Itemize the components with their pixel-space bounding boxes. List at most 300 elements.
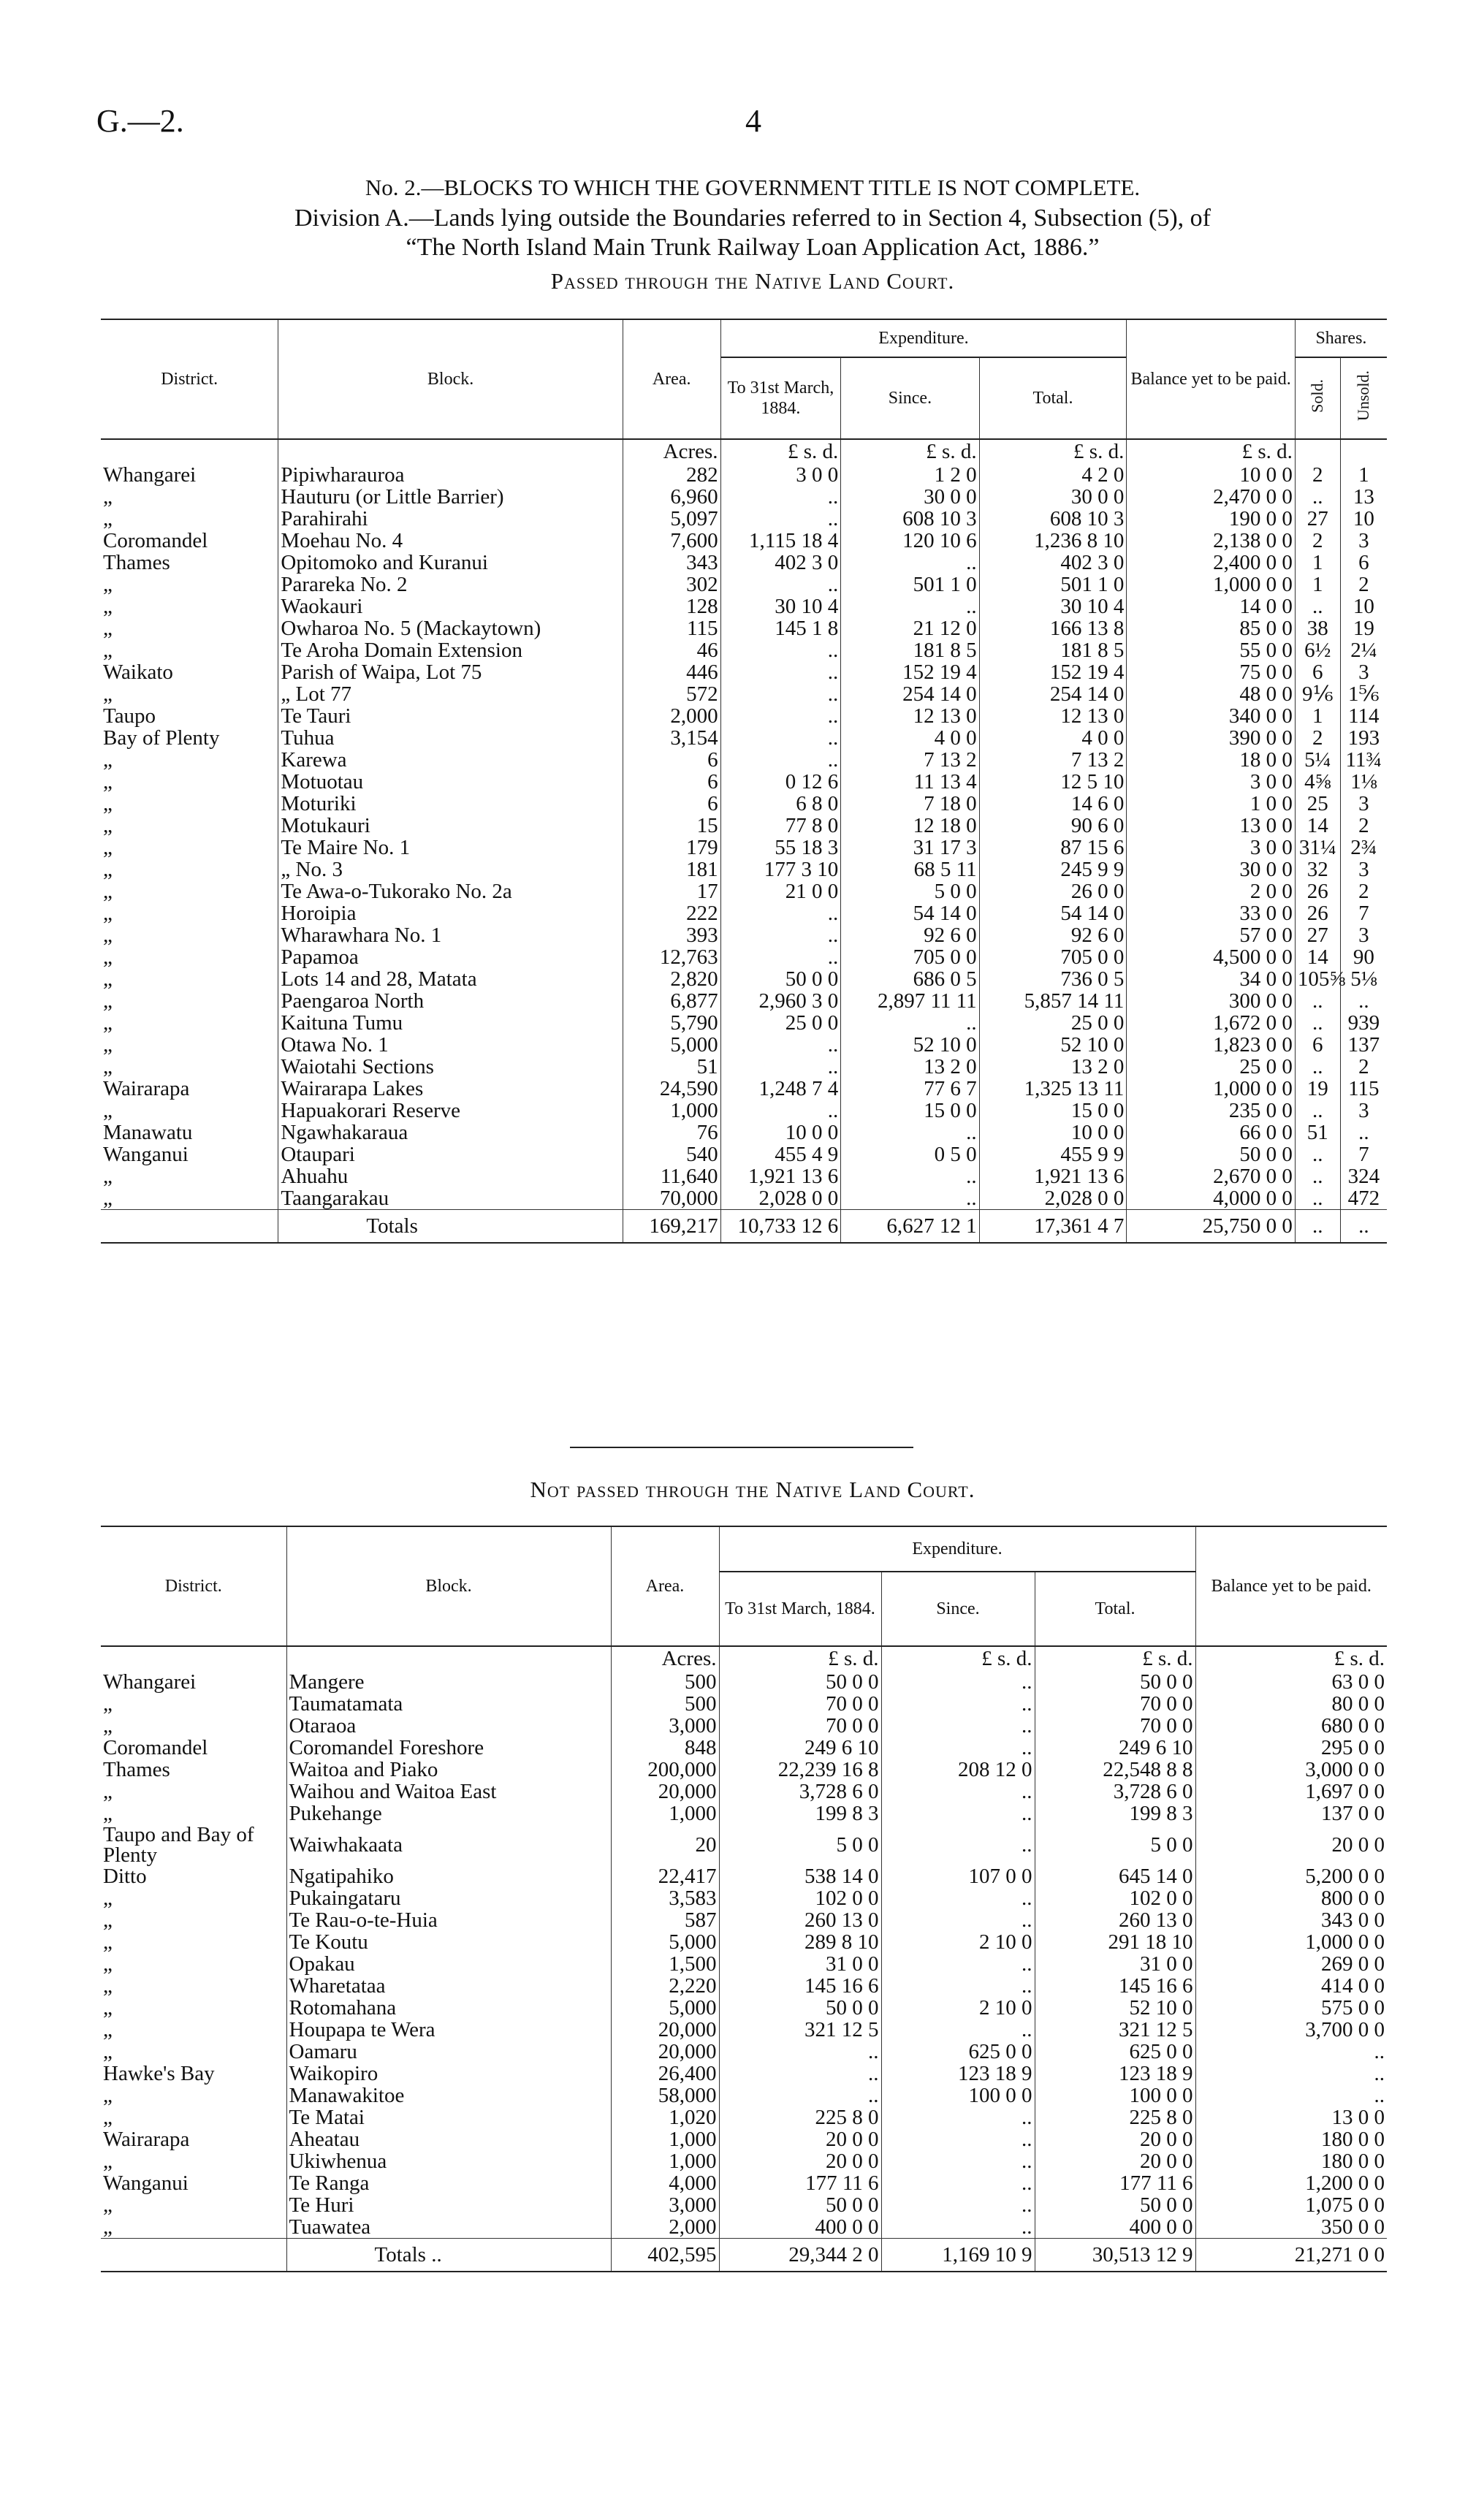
area-cell: 128 [623,595,720,617]
unsold-cell: 3 [1340,1100,1387,1122]
district-cell: „ [103,1887,113,1910]
total-cell: 249 6 10 [1035,1737,1195,1759]
table-row [101,793,1387,815]
area-cell: 26,400 [611,2063,719,2085]
since-cell: .. [841,1165,979,1187]
since-cell: 31 17 3 [841,837,979,859]
block-cell: Waiotahi Sections [278,1056,623,1078]
block-cell: Pukaingataru [286,1887,611,1909]
district-cell: „ [103,770,113,793]
area-cell: 1,000 [611,2150,719,2172]
sold-cell: 2 [1295,464,1340,486]
since-cell: .. [881,1693,1035,1715]
to-31-march-cell: 400 0 0 [719,2216,881,2239]
district-cell: „ [103,507,113,530]
col-total: Total. [979,357,1127,439]
units-spacer [1340,439,1387,464]
units-lsd: £ s. d. [881,1646,1035,1671]
to-31-march-cell: 20 0 0 [719,2128,881,2150]
area-cell: 20,000 [611,2019,719,2041]
sold-cell: 19 [1295,1078,1340,1100]
sold-cell: 26 [1295,902,1340,924]
since-cell: .. [881,2106,1035,2128]
district-cell: „ [103,1033,113,1057]
to-31-march-cell: 5 0 0 [719,1824,881,1865]
balance-cell: 25 0 0 [1127,1056,1296,1078]
sold-cell: .. [1295,486,1340,508]
total-cell: 455 9 9 [979,1143,1127,1165]
total-cell: 123 18 9 [1035,2063,1195,2085]
sold-cell: .. [1295,1100,1340,1122]
balance-cell: 18 0 0 [1127,749,1296,771]
to-31-march-cell: 177 3 10 [720,859,841,880]
total-total: 30,513 12 9 [1035,2239,1195,2272]
to-31-march-cell: .. [720,924,841,946]
unsold-cell: 324 [1340,1165,1387,1187]
units-lsd: £ s. d. [1195,1646,1387,1671]
total-cell: 25 0 0 [979,1012,1127,1034]
table-row [101,683,1387,705]
to-31-march-cell: .. [720,705,841,727]
sold-cell: 5¼ [1295,749,1340,771]
col-balance: Balance yet to be paid. [1195,1526,1387,1646]
table-row [101,1187,1387,1210]
total-cell: 52 10 0 [1035,1997,1195,2019]
to-31-march-cell: .. [719,2041,881,2063]
balance-cell: 75 0 0 [1127,661,1296,683]
block-cell: Te Tauri [278,705,623,727]
since-cell: 625 0 0 [881,2041,1035,2063]
block-cell: Taangarakau [278,1187,623,1210]
table-row [101,924,1387,946]
block-cell: Ngatipahiko [286,1865,611,1887]
block-cell: Parareka No. 2 [278,574,623,595]
area-cell: 282 [623,464,720,486]
total-cell: 199 8 3 [1035,1803,1195,1824]
total-unsold: .. [1340,1210,1387,1244]
district-cell: „ [103,967,113,991]
district-cell: „ [103,573,113,596]
unsold-cell: 11¾ [1340,749,1387,771]
col-district: District. [161,370,218,389]
since-cell: 7 13 2 [841,749,979,771]
block-cell: Waikopiro [286,2063,611,2085]
block-cell: Te Aroha Domain Extension [278,639,623,661]
unsold-cell: 137 [1340,1034,1387,1056]
to-31-march-cell: 3,728 6 0 [719,1781,881,1803]
unsold-cell: 19 [1340,617,1387,639]
total-cell: 70 0 0 [1035,1715,1195,1737]
table-row [101,1056,1387,1078]
unsold-cell: .. [1340,1122,1387,1143]
to-31-march-cell: .. [720,508,841,530]
since-cell: 21 12 0 [841,617,979,639]
balance-cell: 414 0 0 [1195,1975,1387,1997]
balance-cell: 2,400 0 0 [1127,552,1296,574]
district-cell: „ [103,1930,113,1954]
since-cell: 686 0 5 [841,968,979,990]
area-cell: 15 [623,815,720,837]
total-cell: 2,028 0 0 [979,1187,1127,1210]
units-lsd: £ s. d. [1035,1646,1195,1671]
area-cell: 446 [623,661,720,683]
balance-cell: 10 0 0 [1127,464,1296,486]
total-cell: 13 2 0 [979,1056,1127,1078]
table-row [101,749,1387,771]
to-31-march-cell: 70 0 0 [719,1693,881,1715]
table-row [101,464,1387,486]
district-cell: Wanganui [103,1143,189,1166]
sold-cell: 1 [1295,574,1340,595]
unsold-cell: 5⅛ [1340,968,1387,990]
since-cell: .. [841,595,979,617]
balance-cell: 14 0 0 [1127,595,1296,617]
to-31-march-cell: 2,028 0 0 [720,1187,841,1210]
block-cell: Pukehange [286,1803,611,1824]
area-cell: 76 [623,1122,720,1143]
total-cell: 225 8 0 [1035,2106,1195,2128]
block-cell: Wharawhara No. 1 [278,924,623,946]
total-sold: .. [1295,1210,1340,1244]
table-row [101,574,1387,595]
table-row [101,1012,1387,1034]
to-31-march-cell: 102 0 0 [719,1887,881,1909]
balance-cell: 2,138 0 0 [1127,530,1296,552]
totals-label: Totals .. [286,2239,611,2272]
col-total: Total. [1035,1572,1195,1646]
unsold-cell: 3 [1340,924,1387,946]
total-cell: 400 0 0 [1035,2216,1195,2239]
table-row [101,1693,1387,1715]
since-cell: 181 8 5 [841,639,979,661]
unsold-cell: 472 [1340,1187,1387,1210]
table-row [101,2041,1387,2063]
since-cell: 4 0 0 [841,727,979,749]
area-cell: 5,000 [611,1997,719,2019]
to-31-march-cell: .. [720,1034,841,1056]
block-cell: Houpapa te Wera [286,2019,611,2041]
district-cell: „ [103,1099,113,1122]
sold-cell: 6½ [1295,639,1340,661]
district-cell: „ [103,1780,113,1803]
document-reference: G.—2. [96,103,184,139]
since-cell: .. [881,2019,1035,2041]
division-title: Division A.—Lands lying outside the Boundaries referred to in Section 4, Subsection (5), of [294,205,1211,232]
district-cell: Thames [103,551,170,574]
to-31-march-cell: 55 18 3 [720,837,841,859]
area-cell: 3,000 [611,1715,719,1737]
district-cell: Taupo [103,704,156,728]
sold-cell: 1 [1295,705,1340,727]
sold-cell: 4⅝ [1295,771,1340,793]
district-cell: Wanganui [103,2171,189,2195]
to-31-march-cell: 50 0 0 [719,1997,881,2019]
table-row [101,1671,1387,1693]
to-31-march-cell: 260 13 0 [719,1909,881,1931]
balance-cell: 1,200 0 0 [1195,2172,1387,2194]
to-31-march-cell: 455 4 9 [720,1143,841,1165]
since-cell: 254 14 0 [841,683,979,705]
balance-cell: 1,672 0 0 [1127,1012,1296,1034]
since-cell: 107 0 0 [881,1865,1035,1887]
block-cell: Parahirahi [278,508,623,530]
to-31-march-cell: 249 6 10 [719,1737,881,1759]
to-31-march-cell: .. [719,2063,881,2085]
district-cell: Whangarei [103,1670,197,1694]
district-cell: „ [103,1187,113,1210]
block-cell: Moehau No. 4 [278,530,623,552]
since-cell: 2 10 0 [881,1997,1035,2019]
block-cell: Lots 14 and 28, Matata [278,968,623,990]
unsold-cell: 193 [1340,727,1387,749]
table-row [101,2106,1387,2128]
district-cell: „ [103,1692,113,1716]
unsold-cell: 10 [1340,508,1387,530]
balance-cell: 48 0 0 [1127,683,1296,705]
total-cell: 12 5 10 [979,771,1127,793]
total-cell: 3,728 6 0 [1035,1781,1195,1803]
total-cell: 177 11 6 [1035,2172,1195,2194]
to-31-march-cell: 50 0 0 [720,968,841,990]
area-cell: 46 [623,639,720,661]
total-cell: 166 13 8 [979,617,1127,639]
unsold-cell: 3 [1340,661,1387,683]
since-cell: 54 14 0 [841,902,979,924]
sold-cell: 31¼ [1295,837,1340,859]
since-cell: .. [881,1781,1035,1803]
total-balance: 21,271 0 0 [1195,2239,1387,2272]
to-31-march-cell: .. [720,1100,841,1122]
area-cell: 2,820 [623,968,720,990]
district-cell: Hawke's Bay [103,2062,215,2085]
area-cell: 5,000 [611,1931,719,1953]
area-cell: 500 [611,1693,719,1715]
block-cell: Taumatamata [286,1693,611,1715]
since-cell: 92 6 0 [841,924,979,946]
area-cell: 5,097 [623,508,720,530]
sold-cell: 27 [1295,924,1340,946]
district-cell: „ [103,682,113,706]
unsold-cell: 3 [1340,859,1387,880]
passed-blocks-body [101,464,1387,1243]
col-district: District. [164,1577,222,1596]
balance-cell: 350 0 0 [1195,2216,1387,2239]
since-cell: 12 18 0 [841,815,979,837]
district-cell: Bay of Plenty [103,726,220,750]
balance-cell: 1,000 0 0 [1127,1078,1296,1100]
table-row [101,1824,1387,1865]
units-lsd: £ s. d. [719,1646,881,1671]
district-cell: „ [103,792,113,815]
table-row [101,530,1387,552]
balance-cell: 3,700 0 0 [1195,2019,1387,2041]
district-cell: „ [103,880,113,903]
to-31-march-cell: .. [719,2085,881,2106]
district-cell: Taupo and Bay of Plenty [103,1823,254,1867]
table-row [101,859,1387,880]
district-cell: „ [103,924,113,947]
area-cell: 302 [623,574,720,595]
total-cell: 736 0 5 [979,968,1127,990]
district-cell: Ditto [103,1865,147,1888]
block-cell: Owharoa No. 5 (Mackaytown) [278,617,623,639]
total-cell: 152 19 4 [979,661,1127,683]
since-cell: 1 2 0 [841,464,979,486]
since-cell: 13 2 0 [841,1056,979,1078]
area-cell: 6,960 [623,486,720,508]
balance-cell: 1,000 0 0 [1195,1931,1387,1953]
table-row [101,1100,1387,1122]
not-passed-blocks-table [101,1526,1387,2272]
to-31-march-cell: 77 8 0 [720,815,841,837]
area-cell: 20,000 [611,1781,719,1803]
area-cell: 2,000 [611,2216,719,2239]
total-cell: 402 3 0 [979,552,1127,574]
table-row [101,1803,1387,1824]
to-31-march-cell: 70 0 0 [719,1715,881,1737]
table-row [101,815,1387,837]
total-cell: 15 0 0 [979,1100,1127,1122]
block-cell: Papamoa [278,946,623,968]
since-cell: .. [881,1953,1035,1975]
block-cell: Tuawatea [286,2216,611,2239]
area-cell: 2,220 [611,1975,719,1997]
unsold-cell: 2 [1340,815,1387,837]
district-cell: Wairarapa [103,1077,190,1100]
district-cell: „ [103,858,113,881]
balance-cell: 2,670 0 0 [1127,1165,1296,1187]
balance-cell: 295 0 0 [1195,1737,1387,1759]
district-cell: Waikato [103,661,173,684]
total-to-31-march: 29,344 2 0 [719,2239,881,2272]
since-cell: 12 13 0 [841,705,979,727]
since-cell: 2 10 0 [881,1931,1035,1953]
table-row [101,2128,1387,2150]
district-cell: „ [103,945,113,969]
total-cell: 102 0 0 [1035,1887,1195,1909]
to-31-march-cell: 177 11 6 [719,2172,881,2194]
block-cell: Te Awa-o-Tukorako No. 2a [278,880,623,902]
district-cell: Manawatu [103,1121,193,1144]
since-cell: .. [881,1909,1035,1931]
area-cell: 5,000 [623,1034,720,1056]
table-row [101,837,1387,859]
since-cell: 608 10 3 [841,508,979,530]
area-cell: 393 [623,924,720,946]
district-cell: Coromandel [103,529,208,552]
unsold-cell: 7 [1340,1143,1387,1165]
units-spacer [101,1646,286,1671]
col-balance: Balance yet to be paid. [1127,319,1296,439]
total-cell: 20 0 0 [1035,2128,1195,2150]
since-cell: 100 0 0 [881,2085,1035,2106]
sold-cell: 27 [1295,508,1340,530]
block-cell: Otaraoa [286,1715,611,1737]
sold-cell: 2 [1295,530,1340,552]
table-row [101,508,1387,530]
table-row [101,2172,1387,2194]
to-31-march-cell: .. [720,1056,841,1078]
to-31-march-cell: 30 10 4 [720,595,841,617]
balance-cell: 3 0 0 [1127,837,1296,859]
table-row [101,2085,1387,2106]
total-cell: 87 15 6 [979,837,1127,859]
since-cell: .. [881,1715,1035,1737]
block-cell: Hapuakorari Reserve [278,1100,623,1122]
area-cell: 115 [623,617,720,639]
col-sold [1295,357,1340,439]
to-31-march-cell: 2,960 3 0 [720,990,841,1012]
to-31-march-cell: .. [720,661,841,683]
table-row [101,1997,1387,2019]
col-since: Since. [841,357,979,439]
block-cell: Coromandel Foreshore [286,1737,611,1759]
to-31-march-cell: 3 0 0 [720,464,841,486]
total-cell: 145 16 6 [1035,1975,1195,1997]
to-31-march-cell: 538 14 0 [719,1865,881,1887]
col-since: Since. [881,1572,1035,1646]
area-cell: 6 [623,793,720,815]
since-cell: 705 0 0 [841,946,979,968]
to-31-march-cell: 10 0 0 [720,1122,841,1143]
totals-label: Totals [278,1210,623,1244]
area-cell: 2,000 [623,705,720,727]
table-row [101,1909,1387,1931]
total-cell: 260 13 0 [1035,1909,1195,1931]
to-31-march-cell: 31 0 0 [719,1953,881,1975]
block-cell: Parish of Waipa, Lot 75 [278,661,623,683]
table-row [101,486,1387,508]
units-lsd: £ s. d. [979,439,1127,464]
balance-cell: 3,000 0 0 [1195,1759,1387,1781]
balance-cell: 33 0 0 [1127,902,1296,924]
balance-cell: 800 0 0 [1195,1887,1387,1909]
area-cell: 6 [623,771,720,793]
table-row [101,771,1387,793]
district-cell: Wairarapa [103,2128,190,2151]
district-cell: „ [103,2193,113,2217]
section-heading-passed: Passed through the Native Land Court. [550,268,955,294]
to-31-march-cell: 199 8 3 [719,1803,881,1824]
table-row [101,902,1387,924]
table-row [101,639,1387,661]
total-cell: 26 0 0 [979,880,1127,902]
unsold-cell: 1⅛ [1340,771,1387,793]
sold-cell: 1 [1295,552,1340,574]
block-cell: Ngawhakaraua [278,1122,623,1143]
to-31-march-cell: .. [720,727,841,749]
balance-cell: 85 0 0 [1127,617,1296,639]
area-cell: 179 [623,837,720,859]
district-cell: „ [103,2150,113,2173]
block-cell: Tuhua [278,727,623,749]
section-divider [570,1447,913,1448]
table-row [101,1122,1387,1143]
total-cell: 245 9 9 [979,859,1127,880]
total-cell: 4 2 0 [979,464,1127,486]
unsold-cell: 13 [1340,486,1387,508]
district-cell: „ [103,617,113,640]
total-cell: 12 13 0 [979,705,1127,727]
block-cell: „ No. 3 [278,859,623,880]
block-cell: Kaituna Tumu [278,1012,623,1034]
sold-cell: .. [1295,1187,1340,1210]
total-cell: 321 12 5 [1035,2019,1195,2041]
balance-cell: 1,075 0 0 [1195,2194,1387,2216]
unsold-cell: 2 [1340,880,1387,902]
col-block: Block. [278,319,623,439]
total-cell: 625 0 0 [1035,2041,1195,2063]
